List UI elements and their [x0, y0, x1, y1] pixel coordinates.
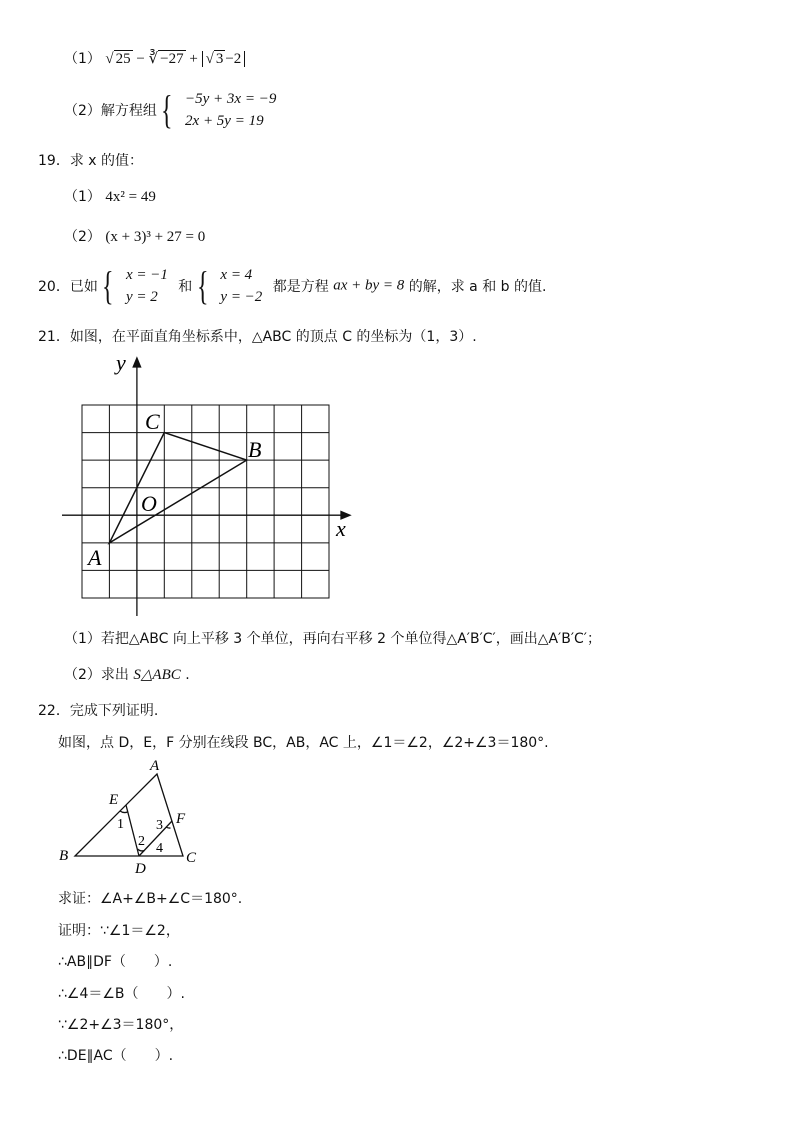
angle-1-label: 1 — [117, 817, 124, 832]
label-a: A — [150, 758, 160, 774]
label-c: C — [186, 850, 197, 866]
q22-title: 22．完成下列证明. — [38, 703, 159, 719]
area-symbol: S△ABC — [133, 667, 181, 683]
label-e: E — [109, 792, 119, 808]
label-o: O — [141, 491, 157, 516]
q18-eq1: −5y + 3x = −9 — [185, 91, 277, 107]
angle-3-arc — [166, 827, 171, 828]
label-d: D — [135, 861, 146, 875]
q22-prove: 求证：∠A+∠B+∠C＝180°. — [58, 891, 243, 907]
label-b: B — [59, 848, 69, 864]
label-a: A — [88, 545, 102, 570]
q18-part2 — [64, 88, 276, 132]
q20-line: 20．已如 { x = −1 y = 2 和 { x = 4 y = −2 都是方程 ax + by = 8 的解，求 a 和 b 的值. — [38, 263, 547, 308]
proof-line-2: ∴AB∥DF（ ）. — [58, 954, 173, 970]
q21-grid — [82, 405, 329, 598]
q18-p2-label: （2）解方程组 — [64, 103, 157, 119]
angle-4-label: 4 — [156, 841, 163, 856]
q18-system — [185, 88, 276, 132]
proof-line-4: ∵∠2+∠3＝180°， — [58, 1017, 184, 1033]
q18-brace: { — [161, 87, 173, 132]
q20-system2: x = 4 y = −2 — [220, 267, 263, 305]
q19-p2-expr: (x + 3)³ + 27 = 0 — [105, 229, 206, 245]
angle-1-arc — [120, 811, 128, 813]
angle-3-label: 3 — [156, 818, 163, 833]
proof-line-5: ∴DE∥AC（ ）. — [58, 1048, 174, 1064]
label-b: B — [248, 437, 262, 462]
q19-p1-expr: 4x² = 49 — [105, 189, 156, 205]
q18-p1-label: （1） — [64, 51, 101, 67]
y-axis-arrow — [133, 358, 140, 367]
q21-coordinate-figure — [55, 348, 365, 620]
q21-title: 21．如图，在平面直角坐标系中，△ABC 的顶点 C 的坐标为（1，3）. — [38, 329, 477, 345]
angle-2-arc — [138, 849, 145, 851]
label-x: x — [336, 516, 346, 541]
q19-part2: （2） (x + 3)³ + 27 = 0 — [64, 229, 206, 245]
label-f: F — [176, 811, 186, 827]
q19-part1: （1） 4x² = 49 — [64, 189, 156, 205]
label-y: y — [116, 350, 126, 375]
q18-p1-expr: √ 25 − ∛ −27 + √ 3 −2 — [105, 50, 245, 67]
q19-title: 19．求 x 的值： — [38, 153, 143, 169]
q22-triangle-figure — [55, 755, 205, 875]
q21-axes — [62, 358, 350, 616]
q22-given: 如图，点 D，E，F 分别在线段 BC，AB，AC 上，∠1＝∠2，∠2+∠3＝180°. — [58, 735, 549, 751]
q20-equation: ax + by = 8 — [333, 277, 405, 294]
q18-eq2: 2x + 5y = 19 — [185, 113, 264, 129]
label-c: C — [145, 409, 160, 434]
q18-part1 — [64, 48, 245, 68]
proof-line-1: 证明：∵∠1＝∠2， — [58, 923, 180, 939]
q20-system1: x = −1 y = 2 — [125, 267, 168, 305]
angle-2-label: 2 — [138, 834, 145, 849]
q21-part1: （1）若把△ABC 向上平移 3 个单位，再向右平移 2 个单位得△A′B′C′，画出△A′B′C′； — [64, 631, 601, 647]
proof-line-3: ∴∠4＝∠B（ ）. — [58, 986, 185, 1002]
q21-part2: （2）求出 S△ABC . — [64, 667, 190, 683]
